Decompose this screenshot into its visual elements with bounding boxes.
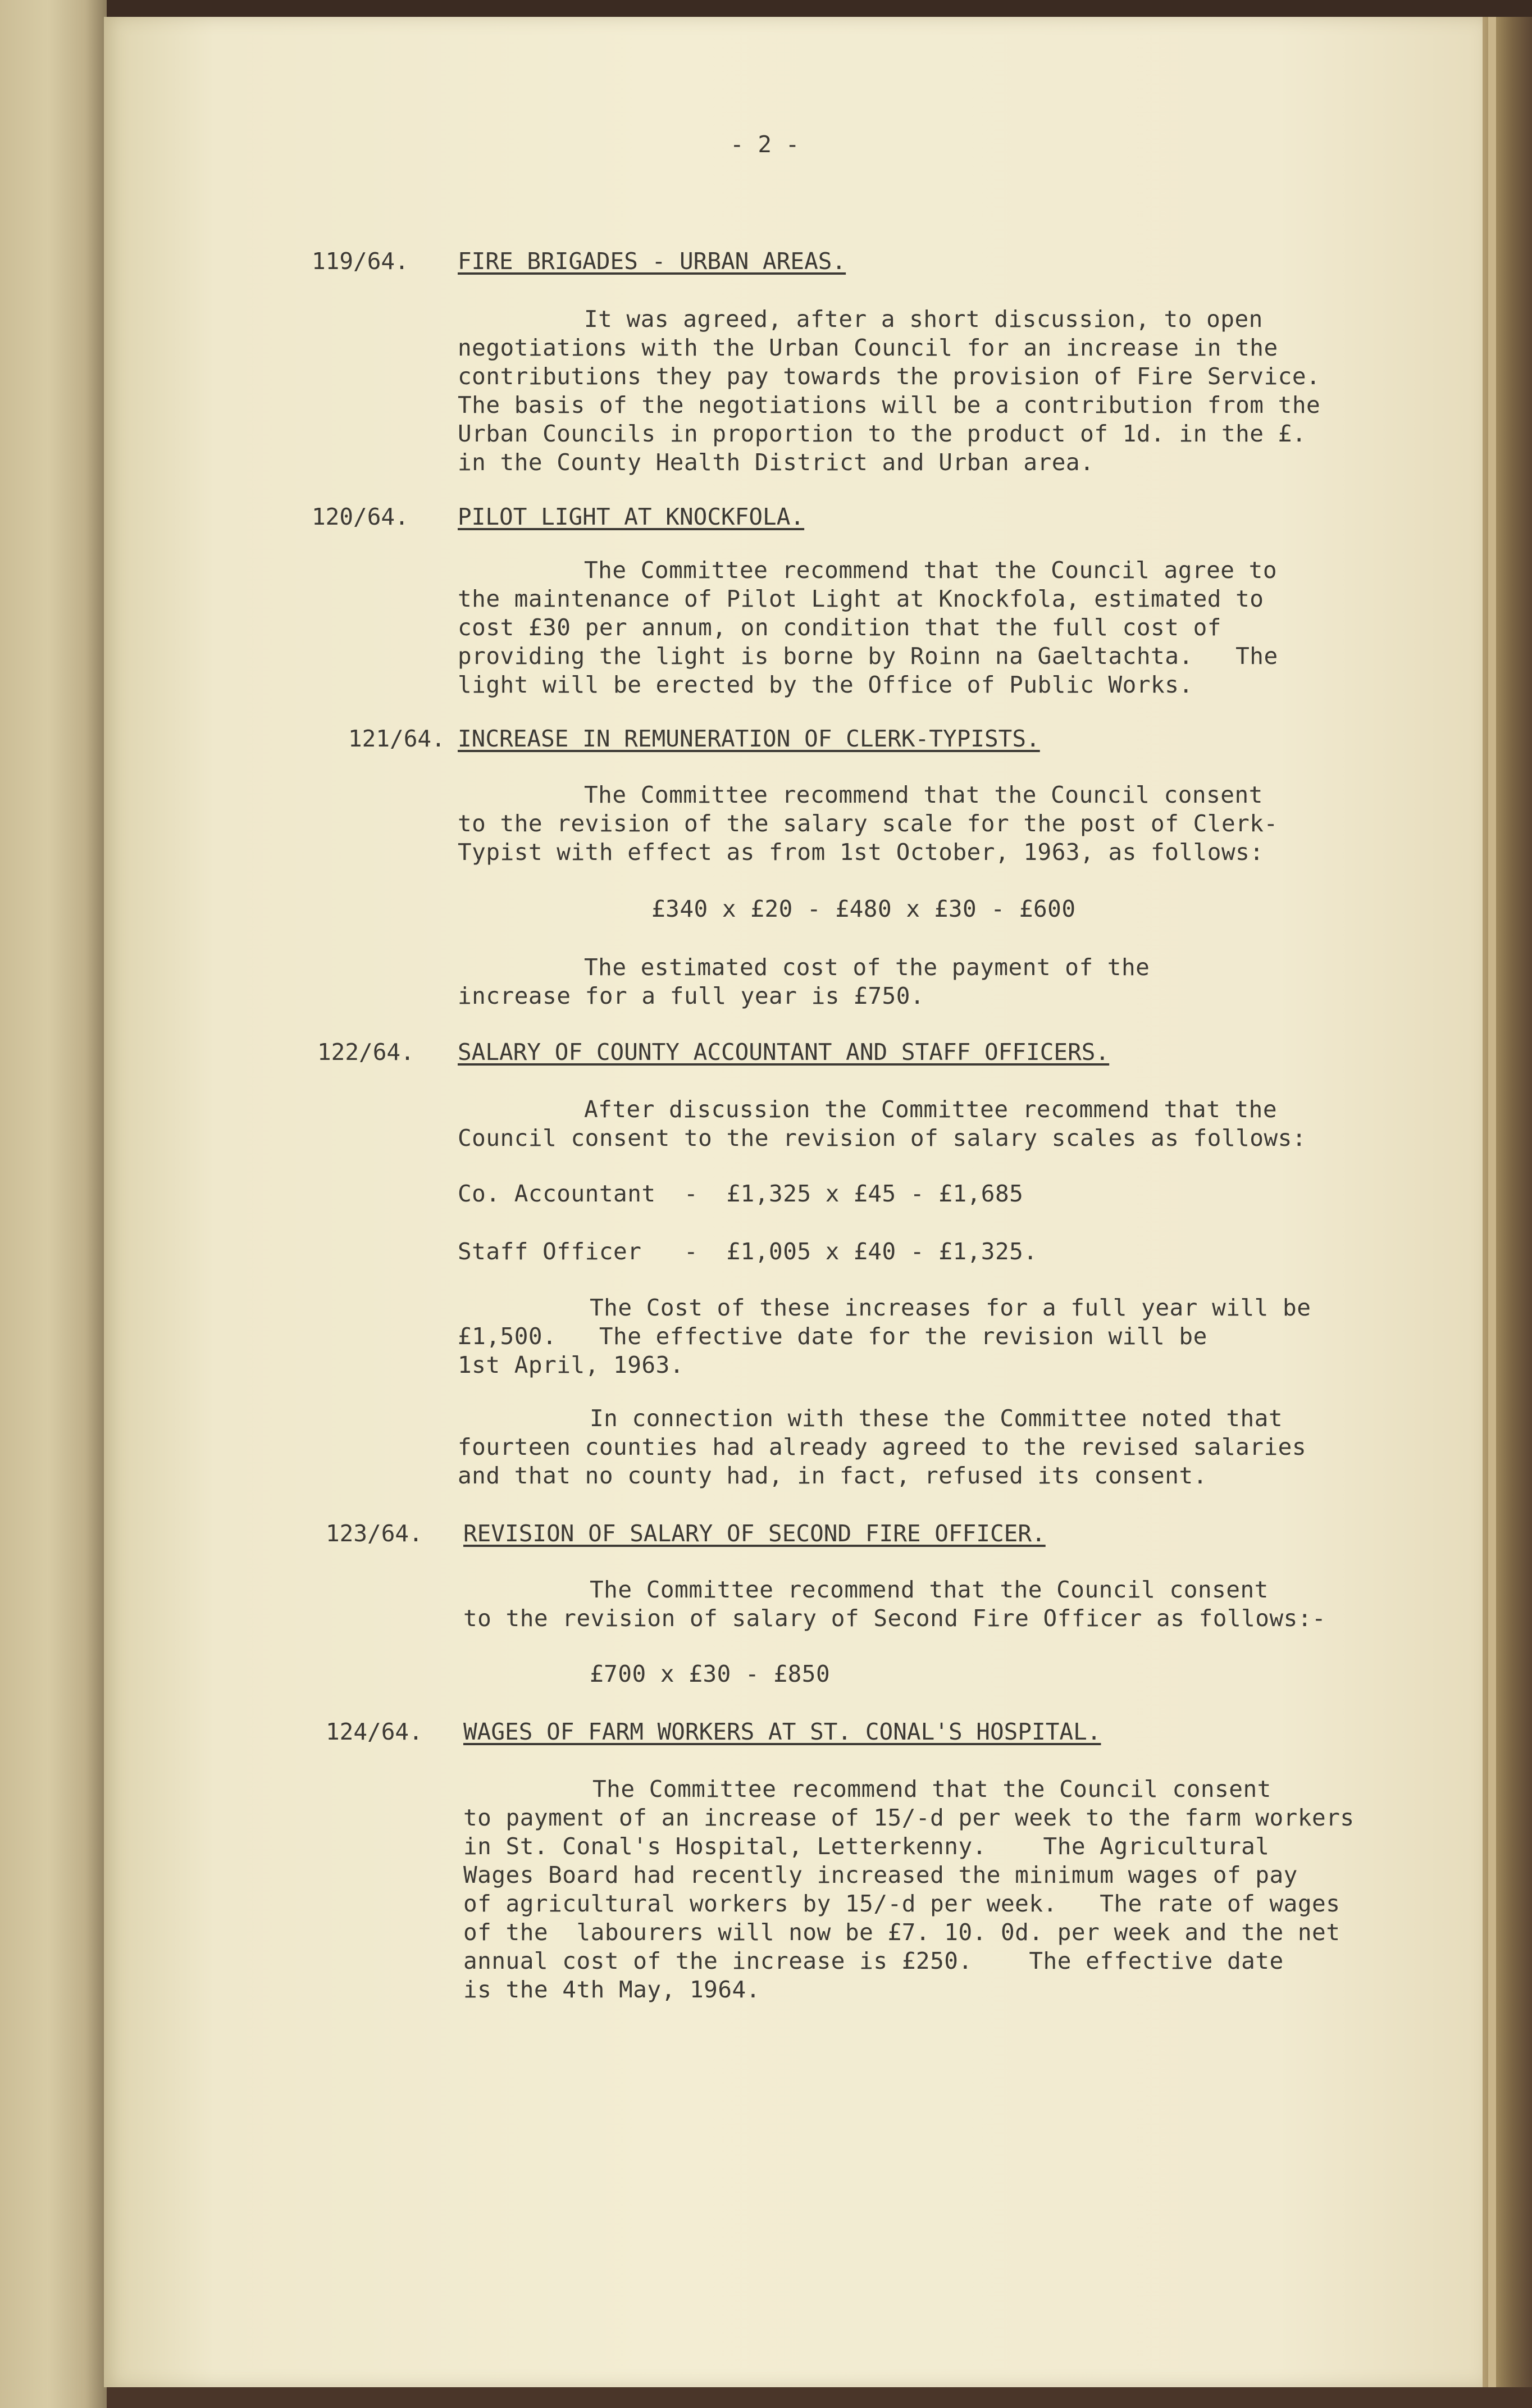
item-number: 122/64. <box>317 1039 414 1066</box>
item-number: 124/64. <box>326 1718 423 1745</box>
text-line: The Committee recommend that the Council agree to <box>584 557 1278 584</box>
item-number: 121/64. <box>348 725 445 752</box>
page-number: - 2 - <box>730 131 800 158</box>
text-line: Typist with effect as from 1st October, 1963, as follows: <box>458 839 1264 866</box>
text-line: Council consent to the revision of salary scales as follows: <box>458 1125 1307 1151</box>
text-line: fourteen counties had already agreed to the revised salaries <box>458 1433 1307 1460</box>
text-line: in the County Health District and Urban area. <box>458 449 1095 476</box>
text-line: the maintenance of Pilot Light at Knockfola, estimated to <box>458 585 1264 612</box>
text-line: increase for a full year is £750. <box>458 982 925 1009</box>
text-line: of agricultural workers by 15/-d per week. The rate of wages <box>463 1890 1340 1917</box>
text-line: annual cost of the increase is £250. The effective date <box>463 1947 1284 1974</box>
text-line: to the revision of the salary scale for the post of Clerk- <box>458 810 1278 837</box>
text-line: cost £30 per annum, on condition that the full cost of <box>458 614 1221 641</box>
left-page-binding <box>0 0 107 2408</box>
text-line: The basis of the negotiations will be a contribution from the <box>458 392 1321 418</box>
item-heading: SALARY OF COUNTY ACCOUNTANT AND STAFF OFFICERS. <box>458 1039 1110 1066</box>
item-number: 123/64. <box>326 1520 423 1547</box>
text-line: is the 4th May, 1964. <box>463 1976 760 2003</box>
item-heading: INCREASE IN REMUNERATION OF CLERK-TYPISTS. <box>458 725 1040 752</box>
item-heading: REVISION OF SALARY OF SECOND FIRE OFFICER. <box>463 1520 1046 1547</box>
salary-scale: Co. Accountant - £1,325 x £45 - £1,685 <box>458 1180 1024 1207</box>
text-line: The Cost of these increases for a full year will be <box>590 1294 1311 1321</box>
text-line: £1,500. The effective date for the revision will be <box>458 1323 1207 1350</box>
item-number: 120/64. <box>312 503 409 530</box>
text-line: Wages Board had recently increased the minimum wages of pay <box>463 1861 1298 1888</box>
text-line: to payment of an increase of 15/-d per week to the farm workers <box>463 1804 1355 1831</box>
item-heading: PILOT LIGHT AT KNOCKFOLA. <box>458 503 805 530</box>
text-line: contributions they pay towards the provision of Fire Service. <box>458 363 1321 390</box>
text-line: and that no county had, in fact, refused its consent. <box>458 1462 1207 1489</box>
text-line: After discussion the Committee recommend that the <box>584 1096 1278 1123</box>
salary-scale: £340 x £20 - £480 x £30 - £600 <box>651 895 1076 922</box>
text-line: In connection with these the Committee noted that <box>590 1405 1283 1432</box>
item-heading: WAGES OF FARM WORKERS AT ST. CONAL'S HOSPITAL. <box>463 1718 1101 1745</box>
text-line: Urban Councils in proportion to the product of 1d. in the £. <box>458 420 1307 447</box>
text-line: The Committee recommend that the Council consent <box>584 781 1263 808</box>
text-line: in St. Conal's Hospital, Letterkenny. The Agricultural <box>463 1833 1270 1860</box>
text-line: 1st April, 1963. <box>458 1351 684 1378</box>
text-line: providing the light is borne by Roinn na Gaeltachta. The <box>458 643 1278 670</box>
text-line: negotiations with the Urban Council for an increase in the <box>458 334 1278 361</box>
item-heading: FIRE BRIGADES - URBAN AREAS. <box>458 248 846 275</box>
text-line: light will be erected by the Office of Public Works. <box>458 671 1193 698</box>
text-line: The estimated cost of the payment of the <box>584 954 1150 981</box>
right-page-edge <box>1488 17 1496 2387</box>
salary-scale: Staff Officer - £1,005 x £40 - £1,325. <box>458 1238 1038 1265</box>
text-line: It was agreed, after a short discussion, to open <box>584 306 1263 333</box>
text-line: The Committee recommend that the Council consent <box>592 1776 1271 1802</box>
text-line: to the revision of salary of Second Fire Officer as follows:- <box>463 1605 1326 1632</box>
text-line: The Committee recommend that the Council consent <box>590 1576 1269 1603</box>
salary-scale: £700 x £30 - £850 <box>590 1660 831 1687</box>
item-number: 119/64. <box>312 248 409 275</box>
text-line: of the labourers will now be £7. 10. 0d. per week and the net <box>463 1919 1340 1946</box>
